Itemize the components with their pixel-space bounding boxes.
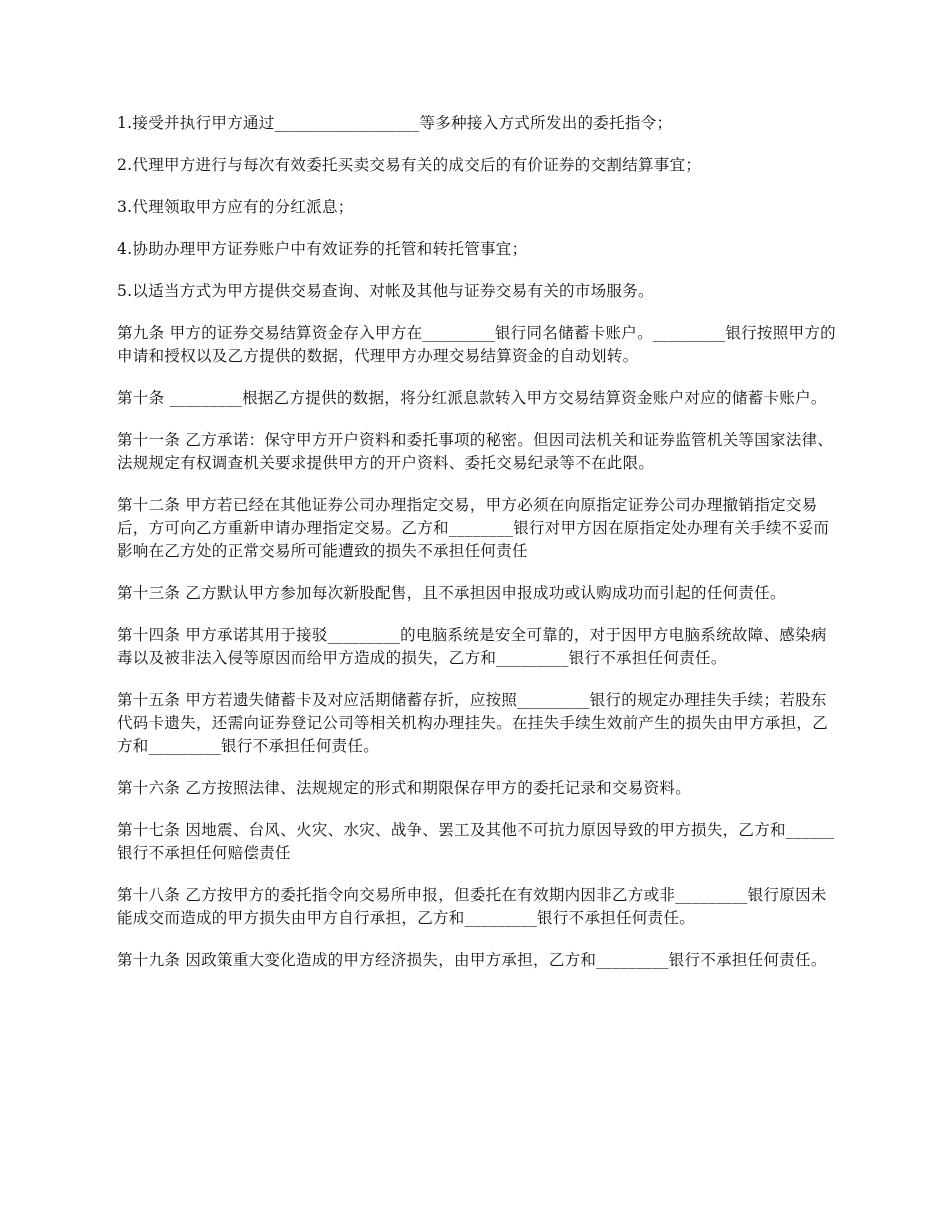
clause-2: 2.代理甲方进行与每次有效委托买卖交易有关的成交后的有价证券的交割结算事宜； bbox=[117, 156, 702, 174]
article-11: 第十一条 乙方承诺：保守甲方开户资料和委托事项的秘密。但因司法机关和证券监管机关等国家法律、法规规定有权调查机关要求提供甲方的开户资料、委托交易纪录等不在此限。 bbox=[117, 431, 834, 472]
article-19: 第十九条 因政策重大变化造成的甲方经济损失，由甲方承担，乙方和_________银行不承担任何责任。 bbox=[117, 951, 827, 969]
clause-5: 5.以适当方式为甲方提供交易查询、对帐及其他与证券交易有关的市场服务。 bbox=[117, 282, 654, 300]
article-18: 第十八条 乙方按甲方的委托指令向交易所申报，但委托在有效期内因非乙方或非_________银行原因未能成交而造成的甲方损失由甲方自行承担，乙方和_________银行不承担任何责任。 bbox=[117, 886, 827, 927]
article-17: 第十七条 因地震、台风、火灾、水灾、战争、罢工及其他不可抗力原因导致的甲方损失，乙方和______银行不承担任何赔偿责任 bbox=[117, 821, 835, 862]
article-10: 第十条 _________根据乙方提供的数据，将分红派息款转入甲方交易结算资金账户对应的储蓄卡账户。 bbox=[117, 389, 827, 407]
article-9: 第九条 甲方的证券交易结算资金存入甲方在_________银行同名储蓄卡账户。_________银行按照甲方的申请和授权以及乙方提供的数据，代理甲方办理交易结算资金的自动划转。 bbox=[117, 324, 836, 365]
article-16: 第十六条 乙方按照法律、法规规定的形式和期限保存甲方的委托记录和交易资料。 bbox=[117, 779, 692, 797]
article-15: 第十五条 甲方若遗失储蓄卡及对应活期储蓄存折，应按照_________银行的规定办理挂失手续；若股东代码卡遗失，还需向证券登记公司等相关机构办理挂失。在挂失手续生效前产生的损失由甲方承担，乙方和_________银行不承担任何责任。 bbox=[117, 691, 829, 755]
clause-3: 3.代理领取甲方应有的分红派息； bbox=[117, 198, 354, 216]
clause-4: 4.协助办理甲方证券账户中有效证券的托管和转托管事宜； bbox=[117, 240, 528, 258]
clause-1: 1.接受并执行甲方通过__________________等多种接入方式所发出的委托指令； bbox=[117, 114, 673, 132]
article-13: 第十三条 乙方默认甲方参加每次新股配售，且不承担因申报成功或认购成功而引起的任何责任。 bbox=[117, 584, 786, 602]
article-12: 第十二条 甲方若已经在其他证券公司办理指定交易，甲方必须在向原指定证券公司办理撤销指定交易后，方可向乙方重新申请办理指定交易。乙方和________银行对甲方因在原指定处办理有关手续不妥而影响在乙方处的正常交易所可能遭致的损失不承担任何责任 bbox=[117, 496, 830, 560]
article-14: 第十四条 甲方承诺其用于接驳_________的电脑系统是安全可靠的，对于因甲方电脑系统故障、感染病毒以及被非法入侵等原因而给甲方造成的损失，乙方和_________银行不承担任何责任。 bbox=[117, 626, 827, 667]
